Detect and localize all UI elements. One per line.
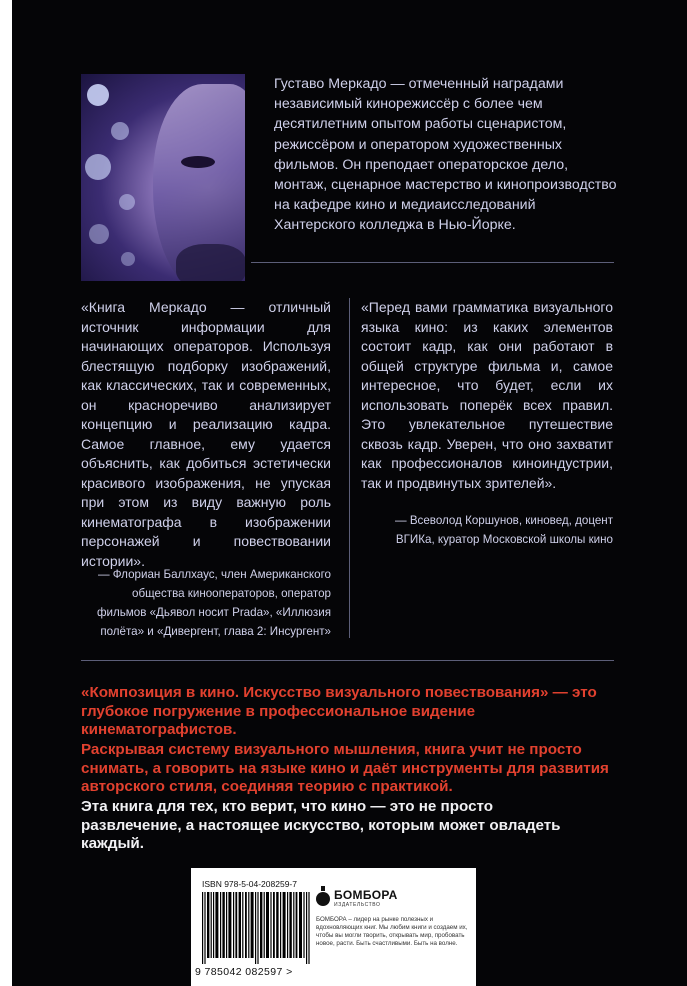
divider-top [251,262,614,263]
blurb-white: Эта книга для тех, кто верит, что кино — это не просто развлечение, а настоящее искусство, которым может овладеть каждый. [81,798,561,852]
author-photo [81,74,245,281]
blurb-red-2: Раскрывая систему визуального мышления, книга учит не просто снимать, а говорить на языке кино и даёт инструменты для развития авторского стиля, соединяя теорию с практикой. [81,741,609,795]
divider-vertical [349,298,350,638]
bomb-icon [316,886,330,908]
barcode [202,892,314,964]
quote-left: «Книга Меркадо — отличный источник информации для начинающих операторов. Используя блестящую подборку изображений, как классических, так и современных, он красноречиво анализирует концепцию и реализацию кадра. Самое главное, ему удается объяснить, как добиться эстетически красивого изображения, не упуская при этом из виду важную роль кинематографа в изображении персонажей и повествовании истории». [81,299,331,569]
barcode-digits: 9 785042 082597 > [195,966,293,978]
isbn-label: ISBN 978-5-04-208259-7 [202,879,297,889]
quote-right-attribution: — Всеволод Коршунов, киновед, доцент ВГИКа, куратор Московской школы кино [395,514,613,546]
publisher-subtitle: ИЗДАТЕЛЬСТВО [334,902,381,908]
blurb-red-1: «Композиция в кино. Искусство визуального повествования» — это глубокое погружение в профессиональное видение кинематографистов. [81,684,597,738]
quote-right: «Перед вами грамматика визуального языка кино: из каких элементов состоит кадр, как они работают в общей структуре фильма и, самое интересное, что будет, если их использовать поперёк всех правил. Это увлекательное путешествие сквозь кадр. Уверен, что оно захватит как профессионалов киноиндустрии, так и продвинутых зрителей». [361,299,613,491]
book-back-cover [12,0,687,986]
author-bio: Густаво Меркадо — отмеченный наградами независимый кинорежиссёр с более чем десятилетним опытом работы сценаристом, режиссёром и оператором художественных фильмов. Он преподает операторское дело, монтаж, сценарное мастерство и кинопроизводство на кафедре кино и медиаисследований Хантерского колледжа в Нью-Йорке. [274,76,617,234]
quote-left-attribution: — Флориан Баллхаус, член Американского общества кинооператоров, оператор фильмов «Дьявол носит Prada», «Иллюзия полёта» и «Дивергент, глава 2: Инсургент» [96,568,331,638]
barcode-panel [191,868,476,986]
divider-bottom [81,660,614,661]
publisher-blurb: БОМБОРА – лидер на рынке полезных и вдохновляющих книг. Мы любим книги и создаем их, чтобы вы могли творить, открывать мир, пробовать новое, расти. Быть счастливыми. Быть на волне. [316,916,468,947]
publisher-name: БОМБОРА [334,888,398,902]
